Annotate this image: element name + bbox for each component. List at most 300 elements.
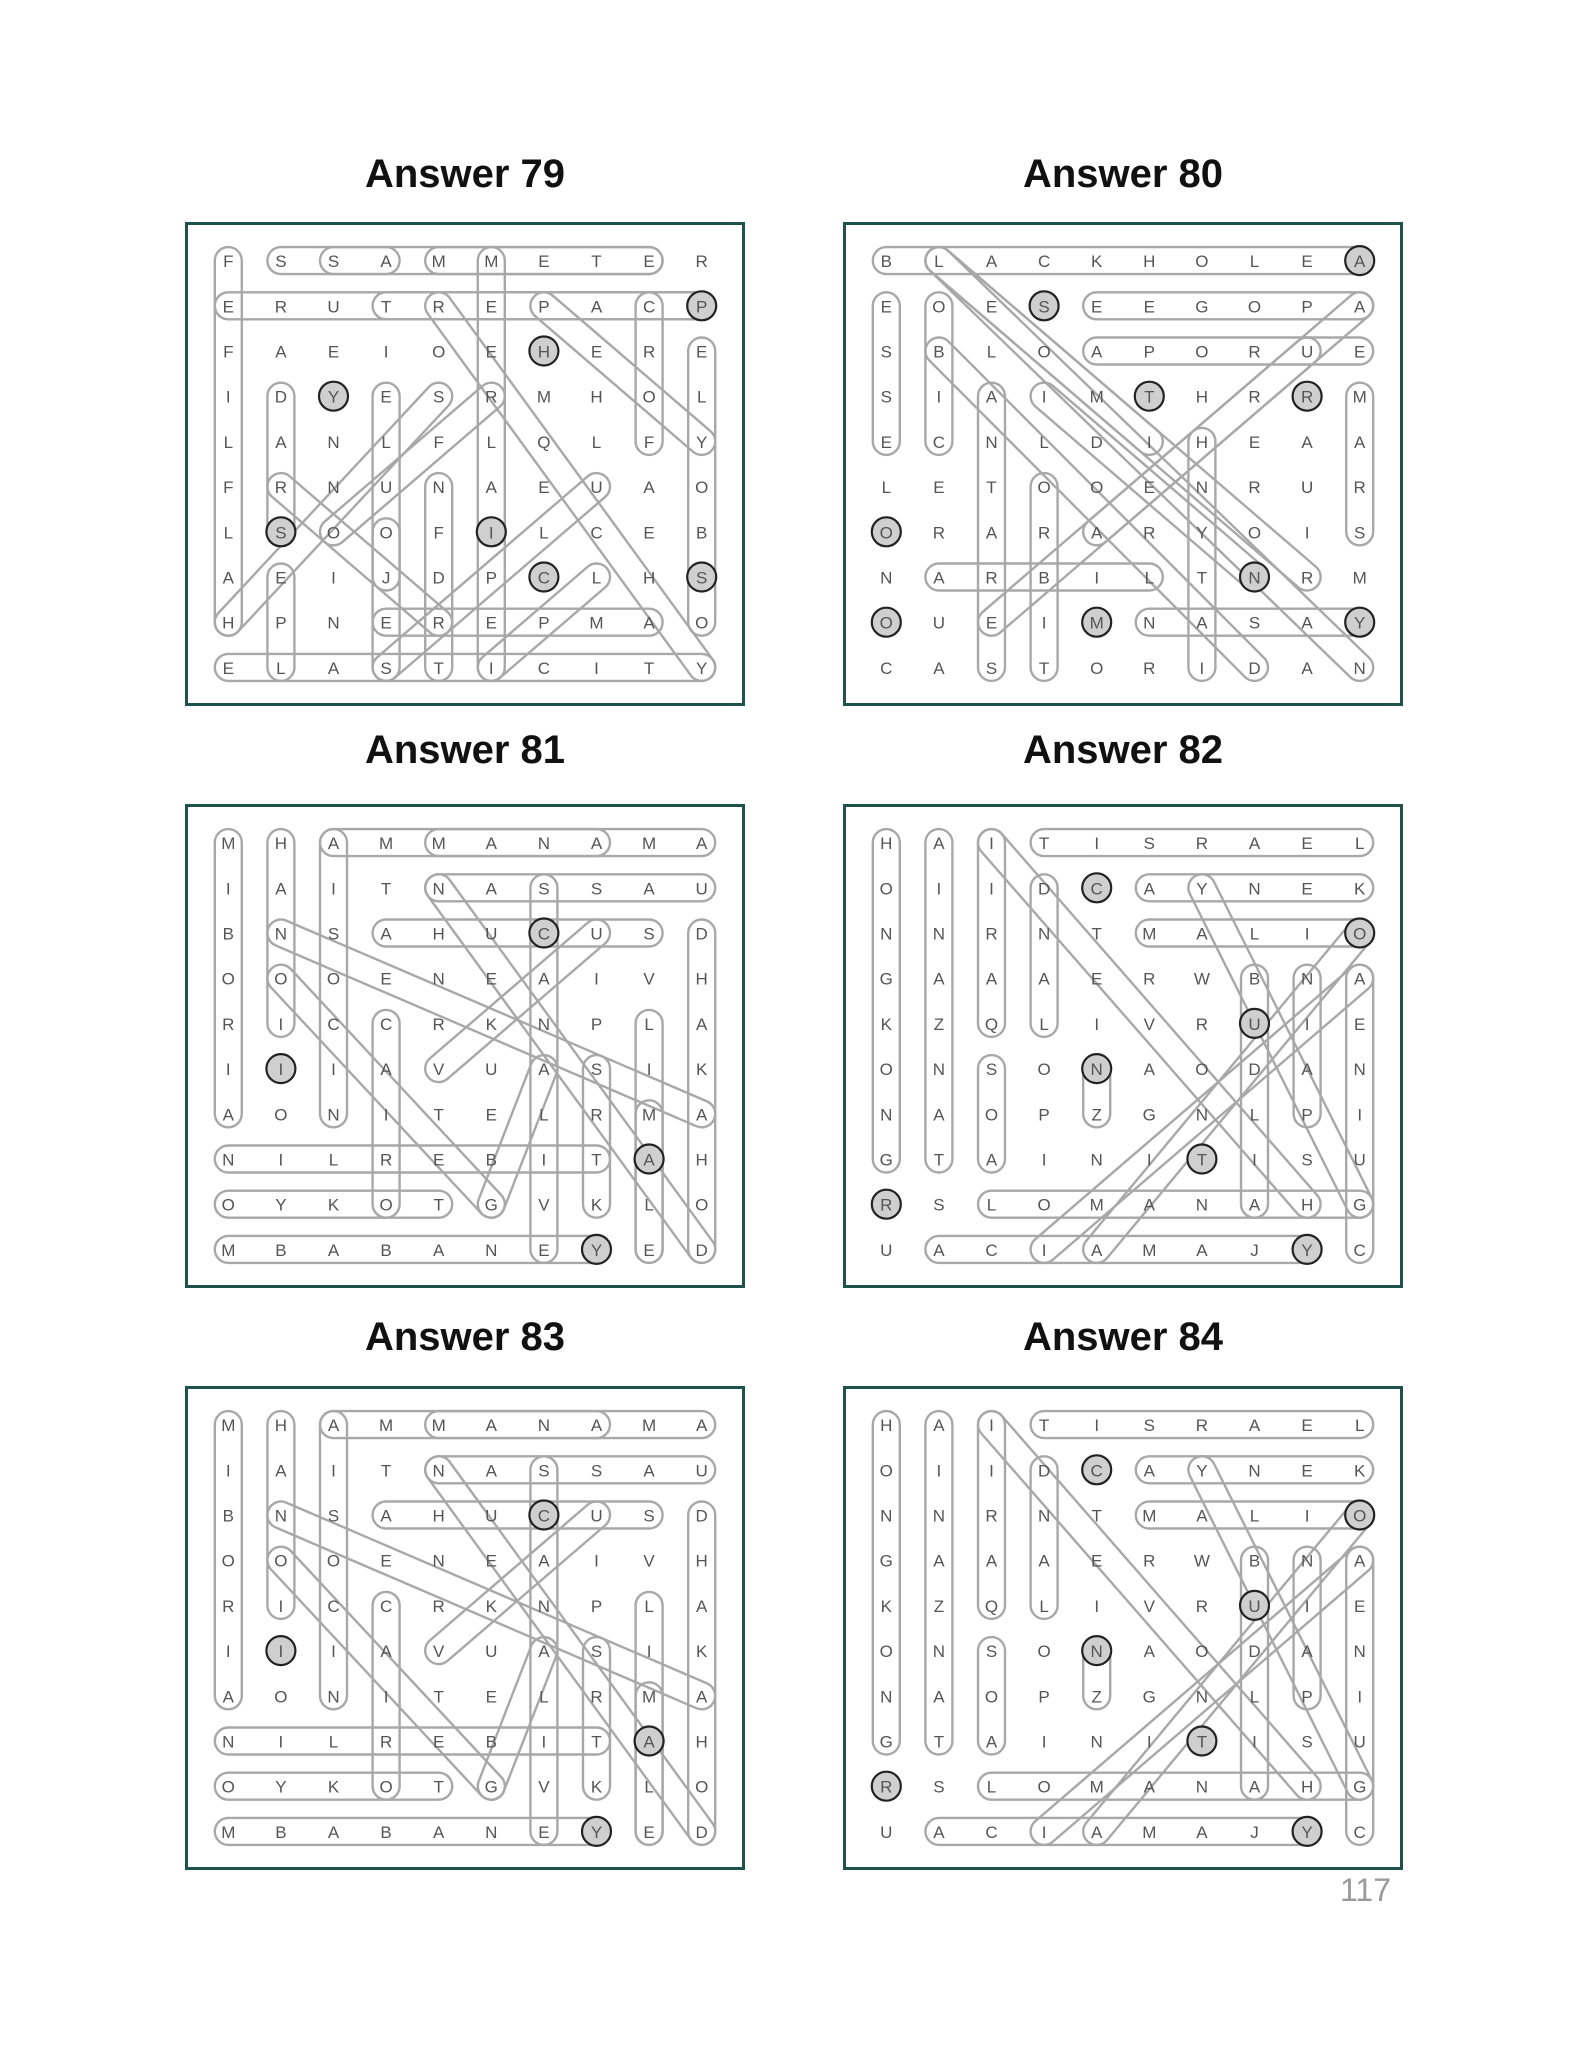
grid-letter: S — [590, 1461, 603, 1481]
grid-letter: O — [221, 1195, 235, 1215]
grid-letter: A — [1301, 1642, 1313, 1662]
grid-letter: O — [379, 1777, 393, 1797]
grid-letter: R — [222, 1014, 235, 1034]
grid-letter: R — [1248, 387, 1261, 407]
grid-letter: N — [432, 1461, 445, 1481]
grid-letter: R — [485, 387, 498, 407]
grid-letter: K — [696, 1642, 708, 1662]
grid-letter: R — [432, 613, 445, 633]
grid-letter: S — [1143, 1416, 1155, 1436]
grid-letter: L — [644, 1777, 654, 1797]
grid-letter: R — [985, 924, 998, 944]
grid-letter: I — [541, 1150, 547, 1170]
word-search-grid — [185, 1386, 745, 1870]
grid-letter: C — [1090, 1461, 1103, 1481]
grid-letter: T — [1196, 568, 1208, 588]
grid-letter: U — [485, 1060, 498, 1080]
grid-letter: E — [1354, 1596, 1366, 1616]
grid-letter: T — [433, 1105, 444, 1125]
grid-letter: Z — [933, 1596, 945, 1616]
grid-letter: H — [695, 1150, 708, 1170]
grid-letter: O — [1037, 342, 1051, 362]
grid-letter: A — [1143, 1195, 1155, 1215]
grid-letter: P — [590, 1596, 603, 1616]
grid-letter: N — [327, 613, 340, 633]
grid-letter: L — [328, 1150, 339, 1170]
grid-letter: S — [327, 924, 340, 944]
grid-letter: F — [223, 252, 234, 272]
grid-letter: L — [1249, 252, 1260, 272]
grid-letter: R — [1195, 1596, 1209, 1616]
grid-letter: B — [485, 1732, 497, 1752]
grid-letter: O — [984, 1105, 999, 1125]
grid-letter: E — [1143, 478, 1155, 498]
grid-letter: D — [695, 1240, 708, 1260]
grid-letter: S — [538, 879, 550, 899]
grid-letter: S — [590, 1060, 603, 1080]
grid-letter: L — [1249, 924, 1260, 944]
grid-letter: N — [1195, 1777, 1209, 1797]
grid-letter: N — [1090, 1150, 1103, 1170]
grid-letter: R — [1300, 568, 1314, 588]
grid-letter: Q — [984, 1596, 999, 1616]
grid-letter: A — [1196, 1240, 1208, 1260]
grid-letter: A — [275, 1461, 287, 1481]
grid-letter: O — [274, 969, 288, 989]
grid-letter: L — [223, 432, 234, 452]
grid-letter: U — [485, 924, 498, 944]
grid-letter: E — [485, 1687, 497, 1707]
grid-letter: C — [880, 658, 893, 678]
grid-letter: S — [1143, 834, 1155, 854]
grid-letter: A — [933, 1687, 945, 1707]
page-number: 117 — [1340, 1872, 1392, 1908]
grid-letter: P — [1038, 1687, 1050, 1707]
grid-letter: M — [1142, 1822, 1157, 1842]
grid-letter: L — [381, 432, 391, 452]
grid-letter: O — [695, 613, 709, 633]
grid-letter: R — [274, 297, 288, 317]
grid-letter: K — [590, 1195, 603, 1215]
grid-letter: E — [327, 342, 340, 362]
grid-letter: A — [985, 387, 998, 407]
grid-letter: L — [1039, 1596, 1049, 1616]
grid-letter: I — [1041, 613, 1047, 633]
grid-letter: T — [1038, 834, 1050, 854]
grid-letter: I — [594, 658, 599, 678]
grid-letter: A — [696, 1416, 708, 1436]
grid-letter: A — [327, 1240, 340, 1260]
grid-letter: I — [1199, 658, 1205, 678]
grid-letter: N — [1195, 1687, 1209, 1707]
grid-letter: C — [1353, 1240, 1366, 1260]
grid-letter: A — [1091, 342, 1103, 362]
grid-letter: D — [695, 1506, 708, 1526]
grid-letter: U — [485, 1506, 498, 1526]
grid-letter: A — [985, 1150, 998, 1170]
grid-letter: L — [223, 523, 234, 543]
grid-letter: B — [222, 1506, 234, 1526]
grid-letter: N — [1195, 1105, 1209, 1125]
grid-letter: A — [485, 834, 497, 854]
grid-svg — [185, 804, 745, 1288]
grid-letter: O — [879, 1461, 893, 1481]
grid-letter: A — [1301, 613, 1313, 633]
grid-letter: I — [1041, 387, 1047, 407]
grid-letter: R — [932, 523, 946, 543]
grid-letter: K — [696, 1060, 708, 1080]
grid-letter: P — [275, 613, 287, 633]
grid-letter: O — [1037, 1777, 1051, 1797]
grid-letter: S — [380, 658, 392, 678]
grid-letter: Y — [590, 1822, 603, 1842]
grid-letter: B — [222, 924, 234, 944]
grid-letter: E — [538, 478, 550, 498]
grid-letter: T — [1196, 1150, 1208, 1170]
grid-letter: H — [1300, 1777, 1314, 1797]
grid-letter: U — [590, 1506, 603, 1526]
grid-letter: B — [1248, 1551, 1261, 1571]
grid-letter: E — [985, 613, 998, 633]
grid-letter: N — [1090, 1642, 1103, 1662]
grid-letter: A — [1354, 297, 1366, 317]
grid-letter: G — [1195, 297, 1209, 317]
grid-letter: S — [933, 1195, 945, 1215]
grid-letter: V — [538, 1777, 550, 1797]
grid-letter: I — [1304, 1596, 1310, 1616]
grid-letter: T — [933, 1150, 945, 1170]
grid-letter: N — [932, 1060, 946, 1080]
grid-letter: I — [278, 1060, 284, 1080]
grid-svg — [185, 222, 745, 706]
grid-letter: N — [1195, 478, 1209, 498]
grid-letter: S — [1354, 523, 1366, 543]
grid-letter: M — [1142, 1240, 1157, 1260]
grid-letter: C — [985, 1240, 998, 1260]
grid-letter: I — [225, 1060, 231, 1080]
grid-letter: U — [1248, 1014, 1261, 1034]
grid-letter: E — [643, 252, 655, 272]
grid-letter: D — [1037, 1461, 1051, 1481]
grid-letter: R — [1353, 478, 1366, 498]
grid-letter: C — [537, 568, 551, 588]
grid-letter: E — [222, 658, 234, 678]
grid-letter: R — [432, 297, 445, 317]
grid-letter: I — [331, 1060, 336, 1080]
puzzle-title: Answer 82 — [1022, 728, 1224, 772]
grid-letter: N — [537, 834, 551, 854]
grid-letter: M — [1352, 387, 1367, 407]
puzzle-title: Answer 81 — [364, 728, 566, 772]
grid-letter: N — [1248, 879, 1261, 899]
grid-letter: I — [989, 834, 994, 854]
grid-letter: A — [1196, 613, 1208, 633]
grid-letter: K — [327, 1195, 340, 1215]
grid-letter: T — [986, 478, 997, 498]
grid-letter: V — [433, 1060, 445, 1080]
grid-letter: L — [1144, 568, 1155, 588]
grid-letter: U — [1353, 1150, 1366, 1170]
grid-letter: E — [538, 1822, 550, 1842]
grid-letter: E — [1091, 297, 1103, 317]
grid-letter: L — [591, 432, 602, 452]
grid-letter: A — [327, 834, 340, 854]
grid-letter: S — [643, 1506, 655, 1526]
grid-letter: P — [1301, 1105, 1313, 1125]
grid-letter: G — [879, 1732, 893, 1752]
grid-letter: B — [1248, 969, 1261, 989]
grid-letter: A — [538, 1060, 550, 1080]
grid-letter: A — [380, 252, 392, 272]
grid-letter: T — [1038, 1416, 1050, 1436]
grid-letter: A — [643, 1461, 655, 1481]
grid-letter: R — [1300, 387, 1314, 407]
grid-letter: U — [695, 1461, 708, 1481]
grid-letter: W — [1193, 1551, 1210, 1571]
grid-letter: A — [485, 1461, 497, 1481]
grid-letter: M — [379, 834, 394, 854]
grid-letter: N — [1353, 1642, 1366, 1662]
grid-letter: I — [1041, 1822, 1047, 1842]
grid-letter: O — [1037, 1195, 1051, 1215]
grid-letter: L — [644, 1195, 654, 1215]
grid-letter: R — [379, 1732, 393, 1752]
grid-letter: M — [1089, 387, 1104, 407]
grid-letter: S — [327, 1506, 340, 1526]
grid-letter: A — [485, 1416, 497, 1436]
grid-letter: G — [1142, 1105, 1156, 1125]
word-search-grid — [185, 222, 745, 706]
grid-letter: A — [433, 1240, 445, 1260]
grid-letter: S — [880, 342, 892, 362]
grid-letter: C — [379, 1596, 393, 1616]
grid-letter: S — [590, 879, 603, 899]
grid-letter: K — [327, 1777, 340, 1797]
grid-letter: K — [590, 1777, 603, 1797]
grid-letter: Y — [696, 658, 708, 678]
grid-letter: O — [879, 523, 893, 543]
grid-letter: A — [275, 342, 287, 362]
grid-letter: S — [538, 1461, 550, 1481]
puzzle-title: Answer 84 — [1022, 1315, 1224, 1359]
grid-letter: M — [1089, 613, 1104, 633]
grid-letter: I — [989, 1461, 994, 1481]
grid-letter: L — [539, 1687, 549, 1707]
grid-letter: A — [380, 924, 392, 944]
grid-letter: R — [432, 1596, 445, 1616]
grid-letter: T — [380, 297, 392, 317]
grid-letter: B — [1038, 568, 1050, 588]
grid-letter: N — [1248, 1461, 1261, 1481]
grid-letter: I — [1094, 1416, 1100, 1436]
grid-letter: A — [985, 252, 998, 272]
grid-letter: U — [485, 1642, 498, 1662]
grid-letter: O — [221, 1777, 235, 1797]
grid-letter: A — [485, 879, 497, 899]
grid-letter: A — [538, 969, 550, 989]
grid-letter: L — [328, 1732, 339, 1752]
grid-letter: N — [1353, 658, 1366, 678]
grid-letter: A — [275, 432, 287, 452]
grid-letter: N — [1353, 1060, 1366, 1080]
grid-letter: K — [485, 1014, 497, 1034]
grid-letter: A — [933, 1551, 945, 1571]
grid-letter: I — [1146, 1732, 1152, 1752]
grid-letter: E — [485, 613, 497, 633]
grid-letter: S — [1301, 1150, 1313, 1170]
grid-letter: I — [331, 568, 336, 588]
grid-letter: E — [380, 613, 392, 633]
grid-letter: O — [274, 1551, 288, 1571]
grid-letter: N — [327, 478, 340, 498]
grid-letter: U — [590, 924, 603, 944]
grid-letter: S — [696, 568, 708, 588]
grid-letter: L — [1354, 1416, 1365, 1436]
grid-letter: L — [881, 478, 892, 498]
grid-letter: I — [1041, 1150, 1047, 1170]
grid-letter: C — [1353, 1822, 1366, 1842]
grid-letter: A — [933, 1822, 945, 1842]
grid-letter: A — [933, 658, 945, 678]
grid-letter: N — [932, 1642, 946, 1662]
grid-letter: Y — [1301, 1822, 1313, 1842]
grid-letter: R — [1143, 658, 1156, 678]
grid-letter: O — [1037, 1060, 1051, 1080]
grid-letter: S — [1301, 1732, 1313, 1752]
grid-letter: N — [1037, 1506, 1051, 1526]
grid-letter: A — [933, 1240, 945, 1260]
grid-letter: V — [1143, 1596, 1155, 1616]
grid-letter: I — [1304, 1506, 1310, 1526]
grid-letter: O — [1037, 1642, 1051, 1662]
grid-letter: P — [1301, 297, 1313, 317]
grid-letter: A — [590, 297, 603, 317]
grid-letter: A — [643, 613, 655, 633]
grid-letter: A — [1091, 523, 1103, 543]
grid-letter: U — [880, 1240, 893, 1260]
grid-letter: O — [1037, 478, 1051, 498]
grid-letter: T — [380, 879, 392, 899]
grid-letter: O — [432, 342, 446, 362]
grid-letter: L — [539, 523, 549, 543]
grid-letter: L — [1354, 834, 1365, 854]
grid-letter: I — [646, 1060, 652, 1080]
grid-letter: T — [643, 658, 655, 678]
grid-letter: O — [326, 969, 341, 989]
grid-border — [845, 224, 1402, 705]
grid-letter: T — [591, 1150, 602, 1170]
grid-letter: U — [1248, 1596, 1261, 1616]
grid-letter: R — [1195, 1014, 1209, 1034]
grid-letter: M — [1089, 1777, 1104, 1797]
grid-letter: A — [538, 1642, 550, 1662]
grid-letter: V — [643, 1551, 655, 1571]
grid-letter: S — [933, 1777, 945, 1797]
grid-letter: Y — [1196, 879, 1208, 899]
grid-letter: G — [484, 1777, 498, 1797]
grid-letter: N — [432, 478, 445, 498]
grid-letter: E — [590, 342, 603, 362]
grid-letter: S — [985, 1060, 998, 1080]
grid-letter: M — [1352, 568, 1367, 588]
grid-letter: N — [327, 432, 340, 452]
grid-letter: Y — [275, 1777, 287, 1797]
grid-letter: C — [1037, 252, 1051, 272]
grid-letter: A — [1143, 1060, 1155, 1080]
grid-letter: A — [696, 834, 708, 854]
grid-letter: A — [538, 1551, 550, 1571]
grid-letter: E — [433, 1150, 445, 1170]
grid-letter: N — [880, 568, 893, 588]
grid-letter: N — [880, 1687, 893, 1707]
grid-letter: A — [696, 1687, 708, 1707]
grid-letter: O — [274, 1687, 288, 1707]
grid-letter: E — [380, 387, 392, 407]
grid-letter: L — [1039, 432, 1049, 452]
grid-letter: I — [225, 1642, 231, 1662]
grid-letter: C — [642, 297, 656, 317]
grid-letter: A — [933, 969, 945, 989]
grid-letter: J — [1250, 1822, 1259, 1842]
grid-letter: I — [488, 658, 494, 678]
grid-letter: E — [643, 523, 655, 543]
grid-letter: A — [327, 1416, 340, 1436]
grid-letter: A — [1091, 1822, 1103, 1842]
grid-letter: R — [222, 1596, 235, 1616]
grid-letter: R — [590, 1105, 603, 1125]
grid-letter: A — [1038, 969, 1050, 989]
grid-letter: K — [880, 1596, 892, 1616]
grid-letter: S — [1248, 613, 1261, 633]
grid-letter: I — [383, 342, 389, 362]
grid-svg — [843, 804, 1403, 1288]
grid-letter: I — [594, 1551, 599, 1571]
grid-letter: A — [933, 834, 945, 854]
grid-letter: O — [1090, 478, 1104, 498]
grid-letter: T — [433, 1687, 444, 1707]
grid-letter: F — [223, 342, 234, 362]
grid-letter: R — [1143, 969, 1156, 989]
grid-letter: R — [1195, 834, 1209, 854]
grid-letter: T — [1091, 1506, 1102, 1526]
grid-letter: N — [1143, 613, 1156, 633]
grid-letter: A — [1354, 252, 1366, 272]
grid-letter: O — [1353, 924, 1367, 944]
word-search-grid — [185, 804, 745, 1288]
grid-letter: N — [880, 1506, 893, 1526]
grid-letter: I — [1094, 834, 1100, 854]
grid-letter: A — [1143, 1642, 1155, 1662]
grid-letter: N — [880, 924, 893, 944]
grid-letter: N — [1090, 1732, 1103, 1752]
grid-letter: R — [1143, 1551, 1156, 1571]
grid-letter: O — [1090, 658, 1104, 678]
grid-letter: I — [278, 1642, 284, 1662]
grid-letter: R — [880, 1777, 893, 1797]
grid-letter: C — [932, 432, 946, 452]
grid-letter: U — [880, 1822, 893, 1842]
grid-letter: S — [327, 252, 340, 272]
grid-letter: T — [591, 252, 602, 272]
grid-letter: D — [1248, 1642, 1261, 1662]
grid-letter: A — [696, 1596, 708, 1616]
grid-letter: A — [222, 1105, 234, 1125]
grid-letter: O — [379, 1195, 393, 1215]
grid-letter: L — [1249, 1687, 1260, 1707]
grid-letter: I — [278, 1150, 284, 1170]
grid-letter: E — [933, 478, 945, 498]
grid-letter: M — [379, 1416, 394, 1436]
